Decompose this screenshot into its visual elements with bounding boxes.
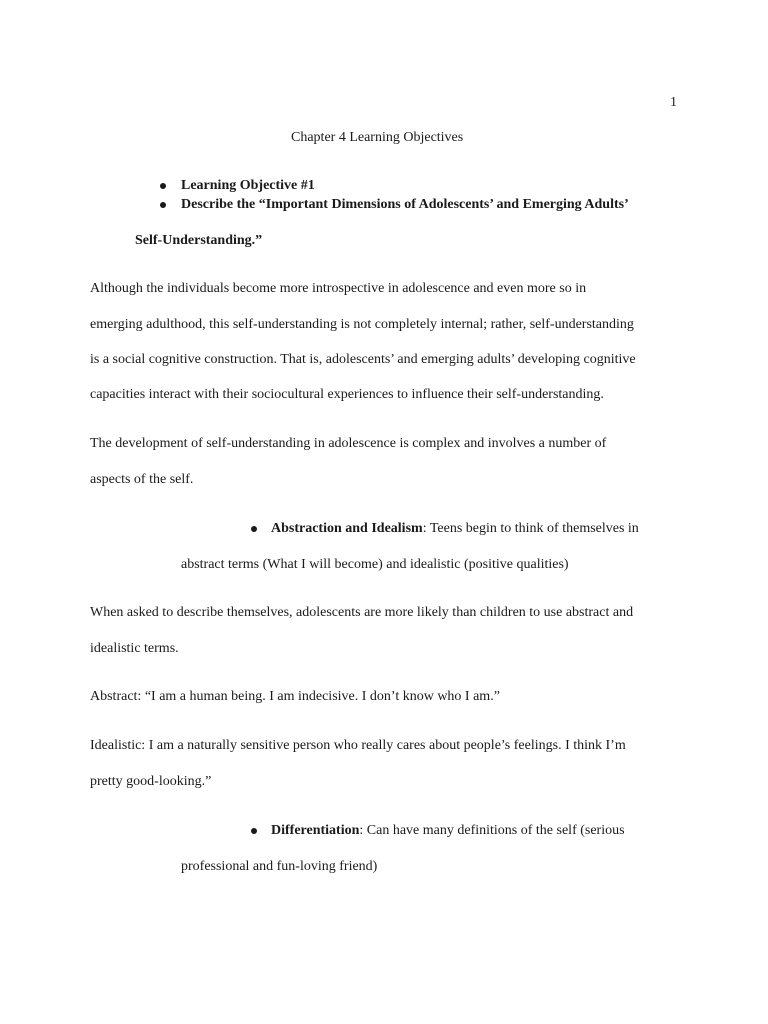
idealistic-example-line: Idealistic: I am a naturally sensitive person who really cares about people’s feelings. I think I’m — [90, 738, 626, 753]
paragraph-2-line: aspects of the self. — [90, 472, 194, 487]
paragraph-1-line: emerging adulthood, this self-understanding is not completely internal; rather, self-understanding — [90, 317, 634, 332]
paragraph-1-line: is a social cognitive construction. That is, adolescents’ and emerging adults’ developing cognitive — [90, 352, 636, 367]
paragraph-1-line: Although the individuals become more introspective in adolescence and even more so in — [90, 281, 587, 296]
paragraph-3-line: When asked to describe themselves, adolescents are more likely than children to use abstract and — [90, 605, 634, 620]
differentiation-bullet-line-2: professional and fun-loving friend) — [181, 859, 378, 874]
differentiation-term: Differentiation — [271, 823, 360, 838]
differentiation-description: : Can have many definitions of the self (serious — [359, 823, 625, 838]
abstraction-bullet-line-2: abstract terms (What I will become) and idealistic (positive qualities) — [181, 557, 569, 572]
bullet-icon — [160, 202, 166, 208]
bullet-icon — [251, 526, 257, 532]
objective-item-2-line-1: Describe the “Important Dimensions of Adolescents’ and Emerging Adults’ — [181, 197, 629, 212]
bullet-icon — [251, 828, 257, 834]
objective-item-2-line-2: Self-Understanding.” — [135, 233, 263, 248]
paragraph-1-line: capacities interact with their sociocultural experiences to influence their self-understanding. — [90, 387, 604, 402]
abstraction-term: Abstraction and Idealism — [271, 521, 423, 536]
objective-item-1: Learning Objective #1 — [181, 178, 315, 193]
abstraction-bullet-line-1 — [271, 522, 639, 536]
abstract-example: Abstract: “I am a human being. I am indecisive. I don’t know who I am.” — [90, 689, 500, 704]
differentiation-bullet-line-1 — [271, 824, 625, 838]
page-title: Chapter 4 Learning Objectives — [291, 130, 464, 145]
abstraction-description: : Teens begin to think of themselves in — [422, 521, 639, 536]
paragraph-2-line: The development of self-understanding in adolescence is complex and involves a number of — [90, 436, 607, 451]
page-number: 1 — [670, 95, 677, 110]
idealistic-example-line: pretty good-looking.” — [90, 774, 212, 789]
bullet-icon — [160, 183, 166, 189]
paragraph-3-line: idealistic terms. — [90, 641, 179, 656]
